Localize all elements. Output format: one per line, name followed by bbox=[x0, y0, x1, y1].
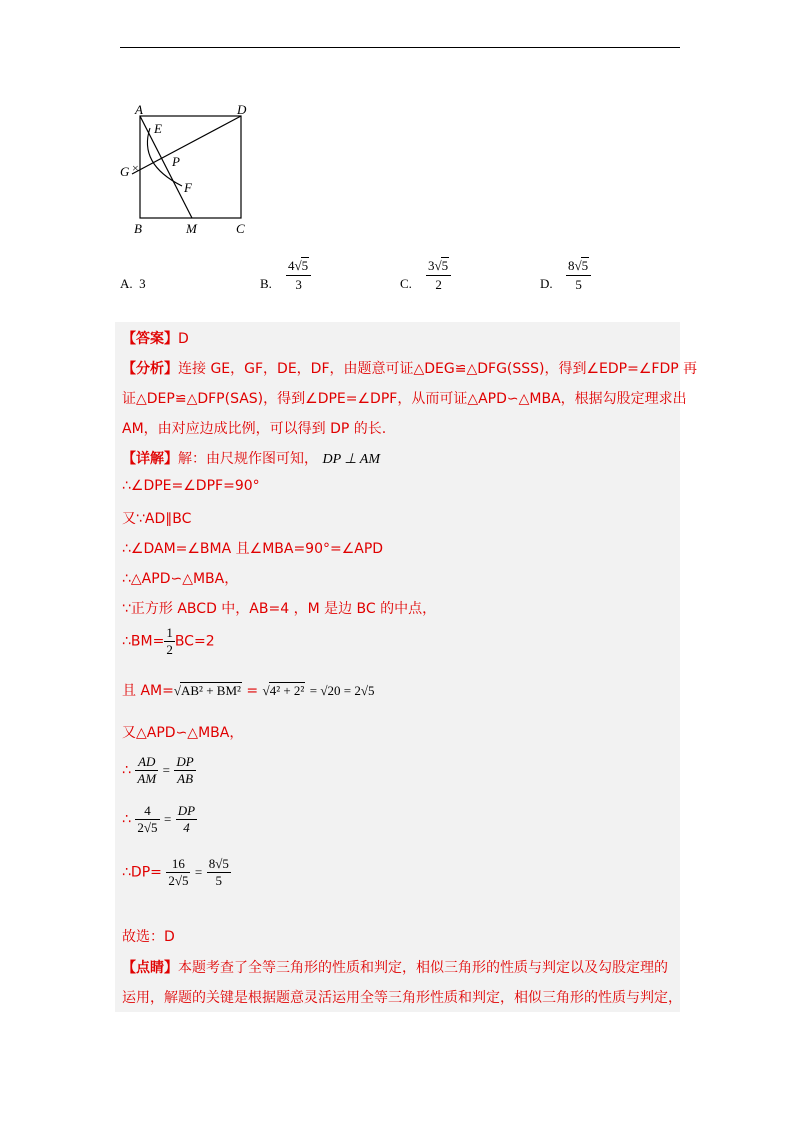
answer-options bbox=[120, 258, 700, 298]
detail-choose: 故选：D bbox=[122, 929, 175, 945]
option-d-value: $\frac{8√5}{5}$ bbox=[566, 258, 591, 293]
answer-line: 【答案】D bbox=[122, 331, 189, 347]
analysis-line-3: AM，由对应边成比例，可以得到 DP 的长. bbox=[122, 421, 387, 437]
option-b-value: $\frac{4√5}{3}$ bbox=[286, 258, 311, 293]
detail-step-6: ∴BM= $\frac{1}{2}$ BC=2 bbox=[122, 625, 215, 657]
label-m: M bbox=[186, 221, 197, 236]
detail-step-2: 又∵AD∥BC bbox=[122, 511, 192, 527]
option-a[interactable]: A. 3 bbox=[120, 276, 146, 291]
comment-line-1: 【点睛】本题考查了全等三角形的性质和判定，相似三角形的性质与判定以及勾股定理的 bbox=[122, 960, 668, 976]
detail-step-10: ∴ $\frac{4}{2√5}$ = $\frac{DP}{4}$ bbox=[122, 803, 196, 835]
segment-dg bbox=[132, 116, 241, 174]
option-c-letter[interactable]: C. bbox=[400, 276, 412, 291]
detail-intro: 【详解】解：由尺规作图可知， DP ⊥ AM bbox=[122, 451, 381, 467]
label-p: P bbox=[172, 154, 180, 169]
option-d-letter[interactable]: D. bbox=[540, 276, 553, 291]
detail-step-9: ∴ $\frac{AD}{AM}$ = $\frac{DP}{AB}$ bbox=[122, 754, 194, 786]
header-rule bbox=[120, 47, 680, 48]
detail-step-11: ∴DP= $\frac{16}{2√5}$ = $\frac{8√5}{5}$ bbox=[122, 856, 229, 888]
label-b: B bbox=[134, 221, 142, 236]
comment-line-2: 运用，解题的关键是根据题意灵活运用全等三角形性质和判定，相似三角形的性质与判定， bbox=[122, 990, 682, 1006]
analysis-line-1: 【分析】连接 GE，GF，DE，DF，由题意可证△DEG≌△DFG(SSS)，得到∠EDP=∠FDP 再 bbox=[122, 361, 698, 377]
label-d: D bbox=[237, 102, 247, 117]
label-g: G bbox=[120, 164, 130, 179]
mark-g: × bbox=[132, 161, 139, 175]
option-c-value: $\frac{3√5}{2}$ bbox=[426, 258, 451, 293]
label-f: F bbox=[184, 180, 192, 195]
label-a: A bbox=[135, 102, 143, 117]
analysis-line-2: 证△DEP≌△DFP(SAS)，得到∠DPE=∠DPF，从而可证△APD∽△MBA，根据勾股定理求出 bbox=[122, 391, 687, 407]
label-e: E bbox=[154, 121, 162, 136]
detail-step-1: ∴∠DPE=∠DPF=90° bbox=[122, 478, 260, 494]
detail-step-5: ∵正方形 ABCD 中，AB=4 ，M 是边 BC 的中点， bbox=[122, 601, 437, 617]
detail-step-8: 又△APD∽△MBA， bbox=[122, 725, 244, 741]
option-b-letter[interactable]: B. bbox=[260, 276, 272, 291]
label-c: C bbox=[236, 221, 245, 236]
segment-am bbox=[140, 116, 192, 218]
detail-step-3: ∴∠DAM=∠BMA 且∠MBA=90°=∠APD bbox=[122, 541, 384, 557]
detail-step-4: ∴△APD∽△MBA， bbox=[122, 571, 239, 587]
geometry-figure bbox=[110, 102, 270, 242]
detail-step-7: 且 AM=√AB² + BM² = √4² + 2² = √20 = 2√5 bbox=[122, 683, 375, 699]
